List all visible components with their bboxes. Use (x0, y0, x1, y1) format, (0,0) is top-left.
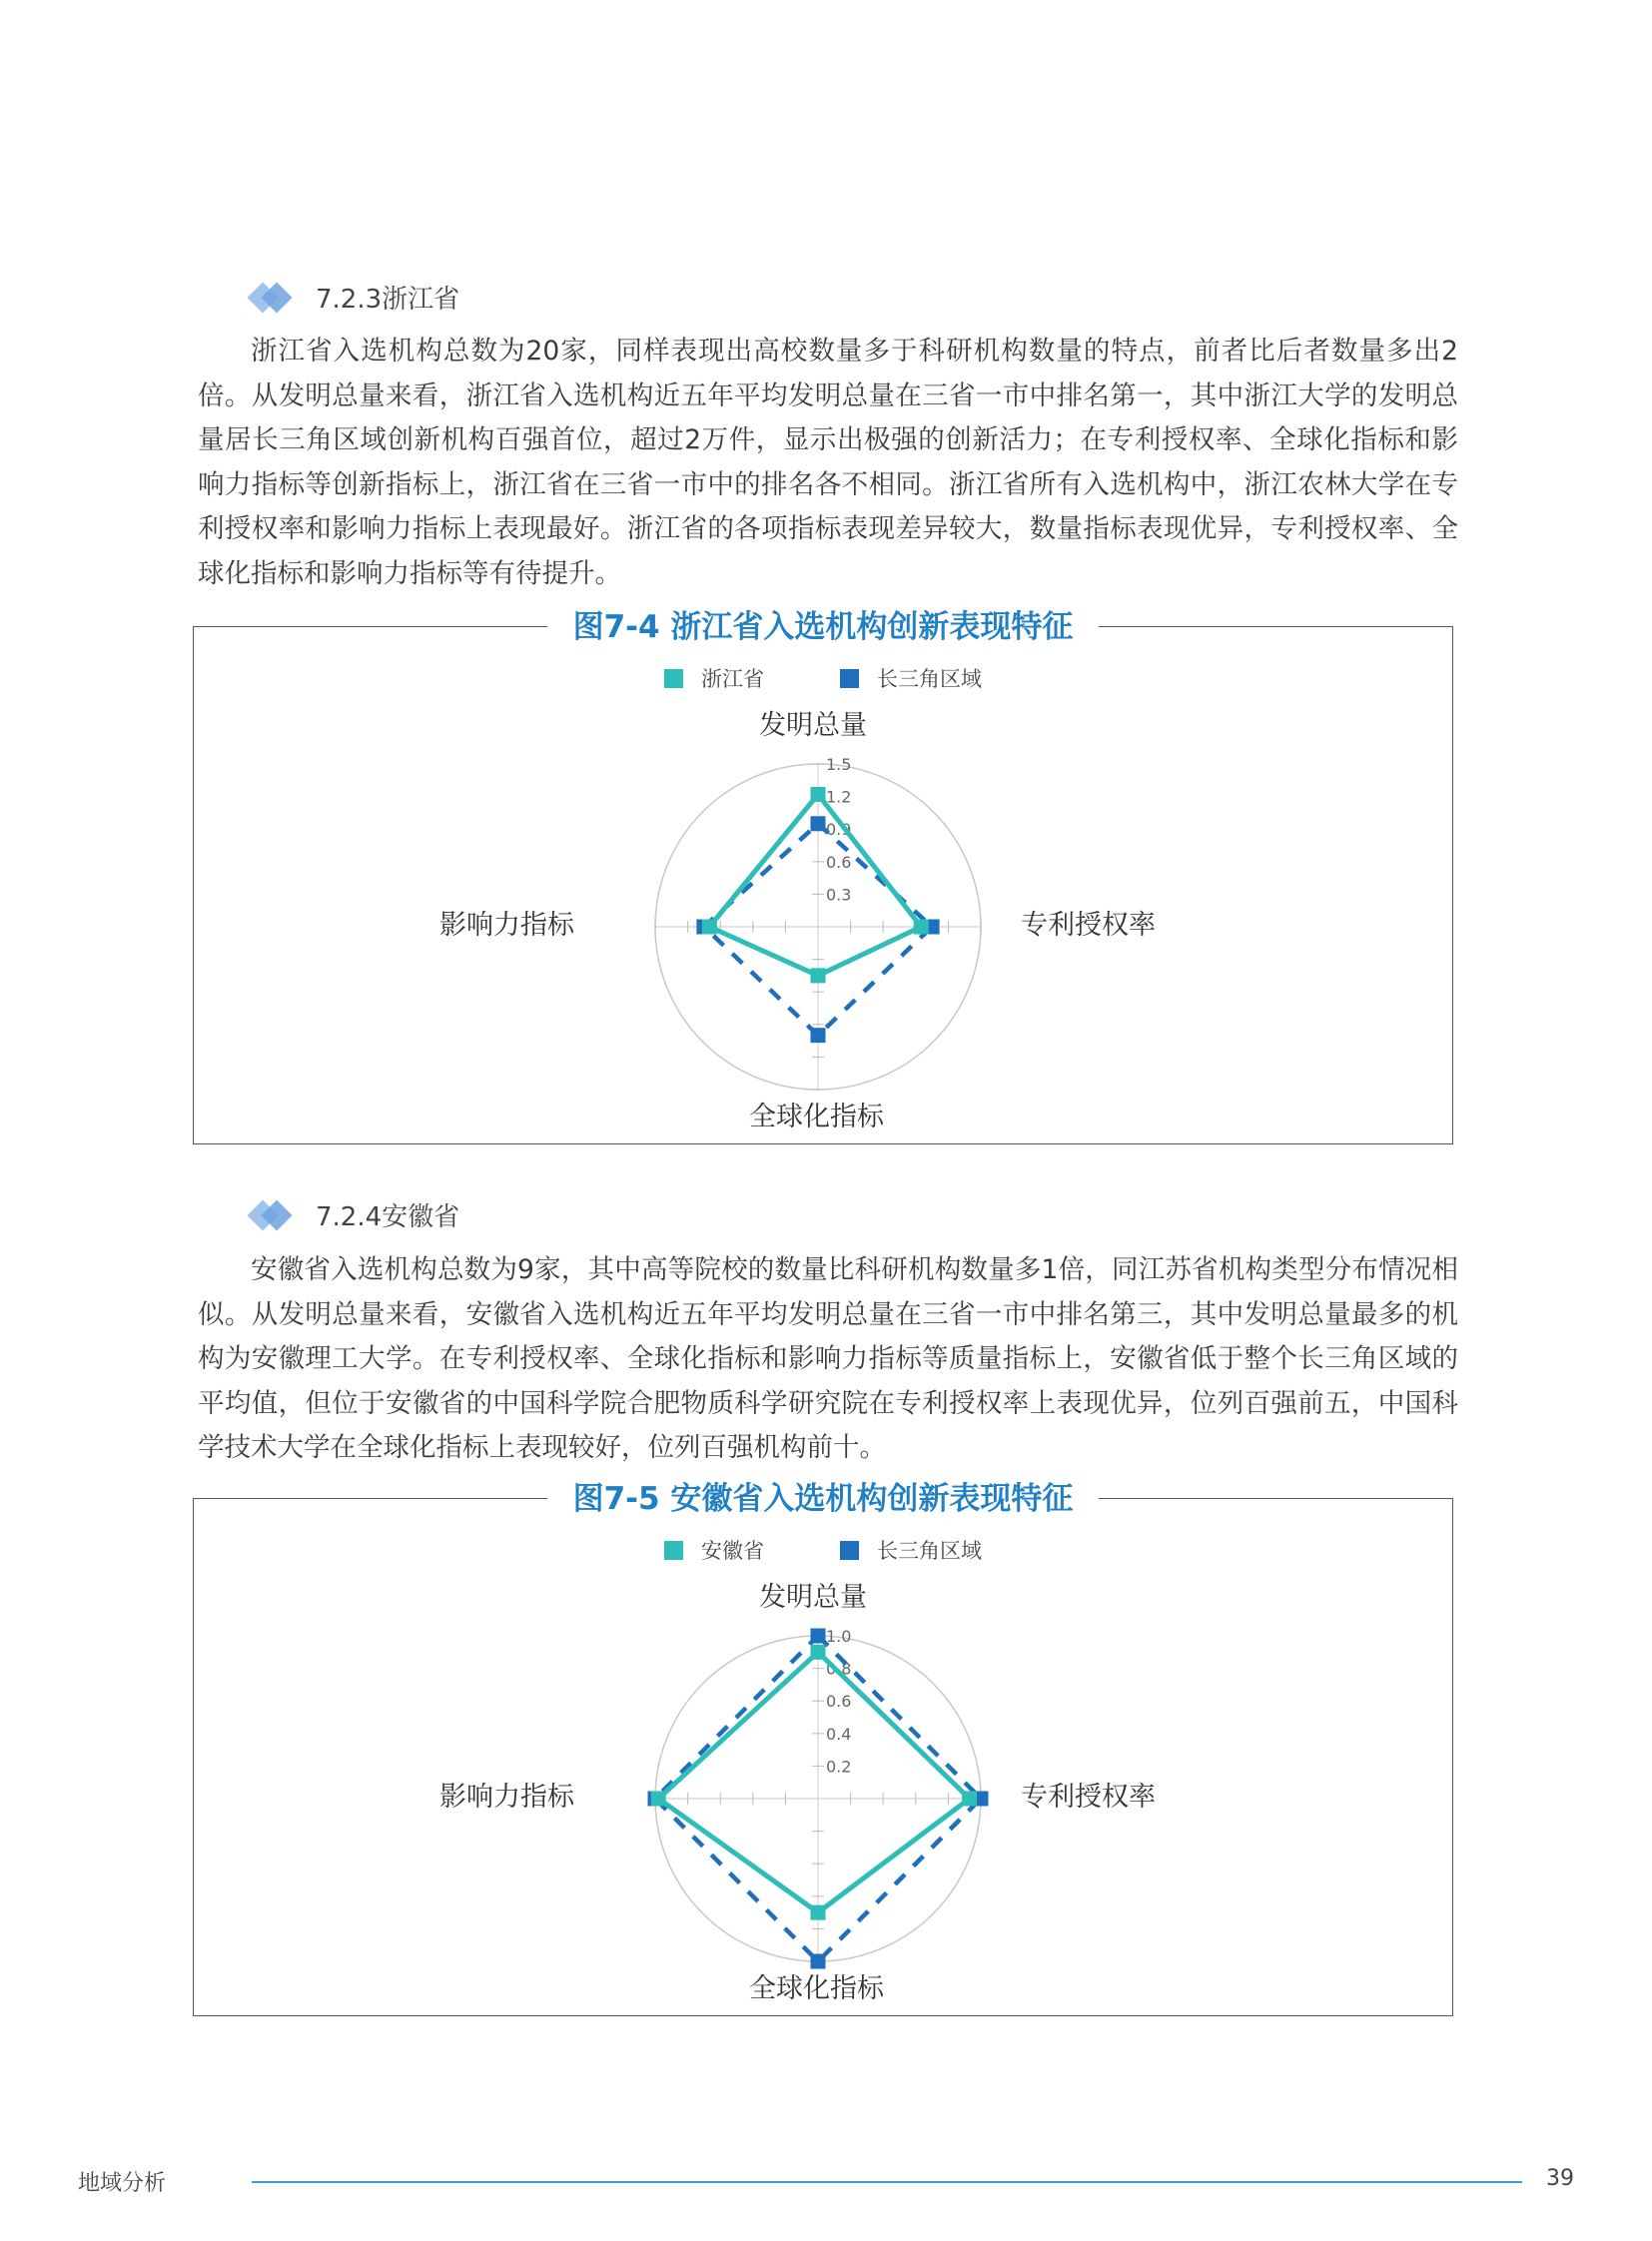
page-number: 39 (1546, 2166, 1574, 2191)
section-heading-anhui (248, 1196, 459, 1233)
footer-section-name: 地域分析 (78, 2171, 167, 2196)
legend-label: 浙江省 (701, 667, 764, 691)
tick-label: 1.2 (826, 787, 852, 807)
data-point-region (811, 1028, 826, 1043)
data-point-province (811, 968, 826, 983)
footer-divider (252, 2181, 1522, 2183)
section-title: 7.2.4安徽省 (316, 1202, 460, 1232)
axis-label-bottom: 全球化指标 (749, 1102, 884, 1132)
radar-chart-zhejiang (194, 627, 1452, 1143)
section-title: 7.2.3浙江省 (316, 285, 460, 315)
section-heading-zhejiang (248, 279, 459, 316)
radar-chart-anhui (194, 1499, 1452, 2015)
legend-label: 长三角区域 (877, 1539, 982, 1563)
data-point-region (811, 1629, 826, 1644)
axis-label-left: 影响力指标 (439, 1782, 574, 1813)
axis-label-top: 发明总量 (759, 1582, 867, 1613)
data-point-province (962, 1792, 977, 1807)
tick-label: 0.9 (826, 820, 852, 840)
data-point-province (651, 1792, 666, 1807)
data-point-region (811, 816, 826, 831)
legend-label: 长三角区域 (877, 667, 982, 691)
tick-label: 1.5 (826, 755, 852, 774)
data-point-province (811, 787, 826, 802)
diamond-bullet-icon (248, 281, 298, 315)
tick-label: 0.4 (826, 1724, 852, 1744)
section-paragraph: 安徽省入选机构总数为9家，其中高等院校的数量比科研机构数量多1倍，同江苏省机构类型分布情况相似。从发明总量来看，安徽省入选机构近五年平均发明总量在三省一市中排名第三，其中发明总量最多的机构为安徽理工大学。在专利授权率、全球化指标和影响力指标等质量指标上，安徽省低于整个长三角区域的平均值，但位于安徽省的中国科学院合肥物质科学研究院在专利授权率上表现优异，位列百强前五，中国科学技术大学在全球化指标上表现较好，位列百强机构前十。 (198, 1254, 1458, 1463)
data-point-province (811, 1645, 826, 1660)
tick-label: 0.3 (826, 885, 852, 905)
tick-label: 0.6 (826, 1692, 852, 1712)
section-paragraph: 浙江省入选机构总数为20家，同样表现出高校数量多于科研机构数量的特点，前者比后者数量多出2倍。从发明总量来看，浙江省入选机构近五年平均发明总量在三省一市中排名第一，其中浙江大学的发明总量居长三角区域创新机构百强首位，超过2万件，显示出极强的创新活力；在专利授权率、全球化指标和影响力指标等创新指标上，浙江省在三省一市中的排名各不相同。浙江省所有入选机构中，浙江农林大学在专利授权率和影响力指标上表现最好。浙江省的各项指标表现差异较大，数量指标表现优异，专利授权率、全球化指标和影响力指标等有待提升。 (198, 336, 1458, 589)
series-line-province (658, 1652, 969, 1912)
diamond-bullet-icon (248, 1198, 298, 1232)
tick-label: 0.2 (826, 1757, 852, 1777)
axis-label-right: 专利授权率 (1021, 910, 1156, 941)
axis-label-right: 专利授权率 (1021, 1782, 1156, 1813)
data-point-province (811, 1905, 826, 1920)
tick-label: 1.0 (826, 1627, 852, 1646)
data-point-province (914, 920, 929, 935)
tick-label: 0.6 (826, 852, 852, 872)
figure-7-4 (193, 609, 1453, 1144)
legend-label: 安徽省 (701, 1539, 764, 1563)
axis-label-top: 发明总量 (759, 710, 867, 741)
chart-title: 图7-5 安徽省入选机构创新表现特征 (547, 1481, 1100, 1517)
axis-label-bottom: 全球化指标 (749, 1973, 884, 2004)
data-point-province (702, 920, 717, 935)
chart-title: 图7-4 浙江省入选机构创新表现特征 (547, 609, 1100, 645)
tick-label: 0.8 (826, 1659, 852, 1679)
figure-7-5 (193, 1481, 1453, 2016)
data-point-region (811, 1954, 826, 1969)
axis-label-left: 影响力指标 (439, 910, 574, 941)
